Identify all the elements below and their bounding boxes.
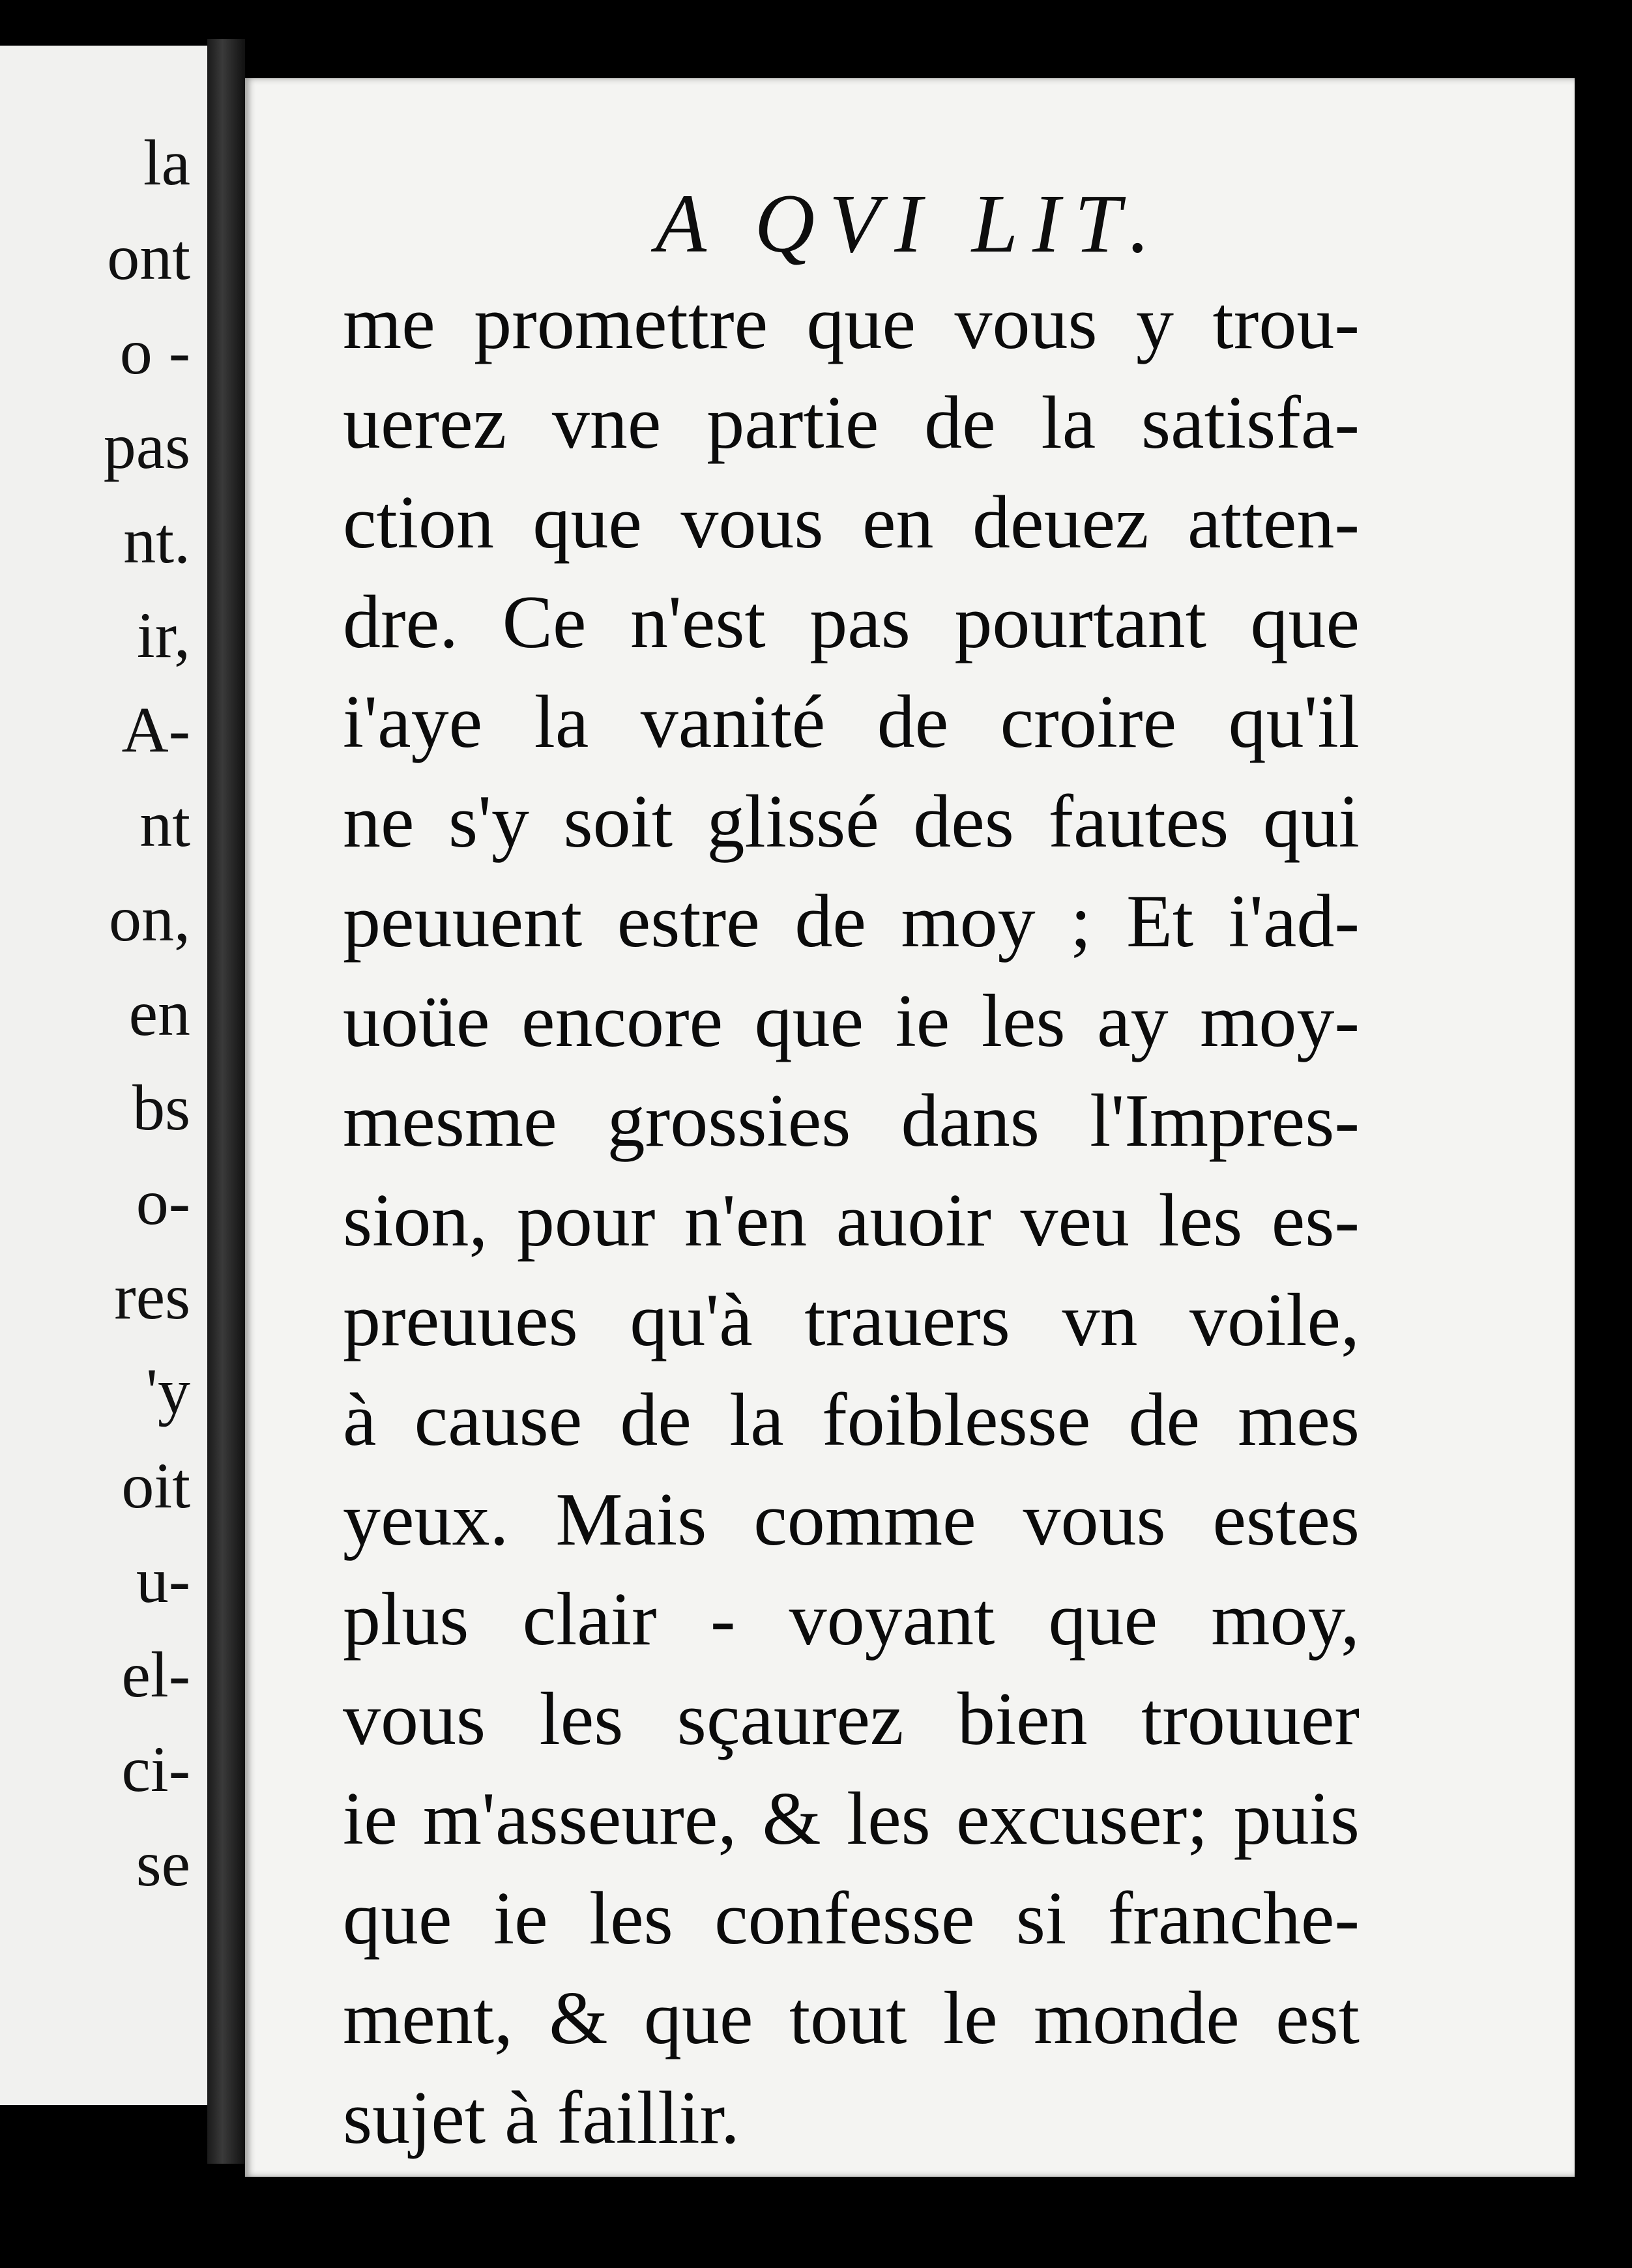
left-fragment: se xyxy=(136,1827,190,1900)
left-fragment: res xyxy=(114,1260,190,1333)
text-line: plus clair - voyant que moy, xyxy=(343,1578,1360,1661)
previous-page-fragment xyxy=(0,46,210,2105)
text-line: peuuent estre de moy ; Et i'ad- xyxy=(343,880,1360,963)
text-line: que ie les confesse si franche- xyxy=(343,1877,1360,1960)
left-fragment: A- xyxy=(121,693,190,766)
left-fragment: u- xyxy=(136,1544,190,1616)
left-fragment: on, xyxy=(109,882,190,955)
text-line: ie m'asseure, & les excuser; puis xyxy=(343,1777,1360,1861)
left-fragment: 'y xyxy=(145,1355,190,1427)
text-line: vous les sçaurez bien trouuer xyxy=(343,1678,1360,1761)
text-line: sion, pour n'en auoir veu les es- xyxy=(343,1179,1360,1262)
left-fragment: ir, xyxy=(136,599,190,671)
text-line: dre. Ce n'est pas pourtant que xyxy=(343,581,1360,664)
body-text xyxy=(343,274,1360,2168)
left-fragment: el- xyxy=(121,1638,190,1711)
text-line: i'aye la vanité de croire qu'il xyxy=(343,680,1360,764)
text-line: mesme grossies dans l'Impres- xyxy=(343,1079,1360,1163)
text-line: ction que vous en deuez atten- xyxy=(343,481,1360,564)
left-fragment: pas xyxy=(103,410,190,482)
text-line: à cause de la foiblesse de mes xyxy=(343,1378,1360,1462)
left-fragment: ci- xyxy=(121,1733,190,1805)
left-fragment: o- xyxy=(136,1166,190,1238)
left-fragment: bs xyxy=(132,1071,190,1144)
text-line: yeux. Mais comme vous estes xyxy=(343,1478,1360,1562)
book-gutter xyxy=(207,39,245,2164)
text-line: ment, & que tout le monde est xyxy=(343,1977,1360,2060)
left-fragment: la xyxy=(143,126,190,199)
text-line: preuues qu'à trauers vn voile, xyxy=(343,1279,1360,1362)
left-fragment: oit xyxy=(121,1449,190,1522)
left-fragment: en xyxy=(128,977,190,1049)
text-line: uoüe encore que ie les ay moy- xyxy=(343,980,1360,1063)
text-line: me promettre que vous y trou- xyxy=(343,282,1360,365)
running-head: A QVI LIT. xyxy=(655,177,1165,270)
text-line: ne s'y soit glissé des fautes qui xyxy=(343,780,1360,864)
left-fragment: nt. xyxy=(123,504,190,577)
text-line: uerez vne partie de la satisfa- xyxy=(343,381,1360,465)
text-line: sujet à faillir. xyxy=(343,2076,740,2160)
left-fragment: nt xyxy=(139,788,190,860)
left-fragment: ont xyxy=(107,221,190,293)
main-page xyxy=(245,78,1575,2177)
left-fragment: o - xyxy=(119,315,190,388)
